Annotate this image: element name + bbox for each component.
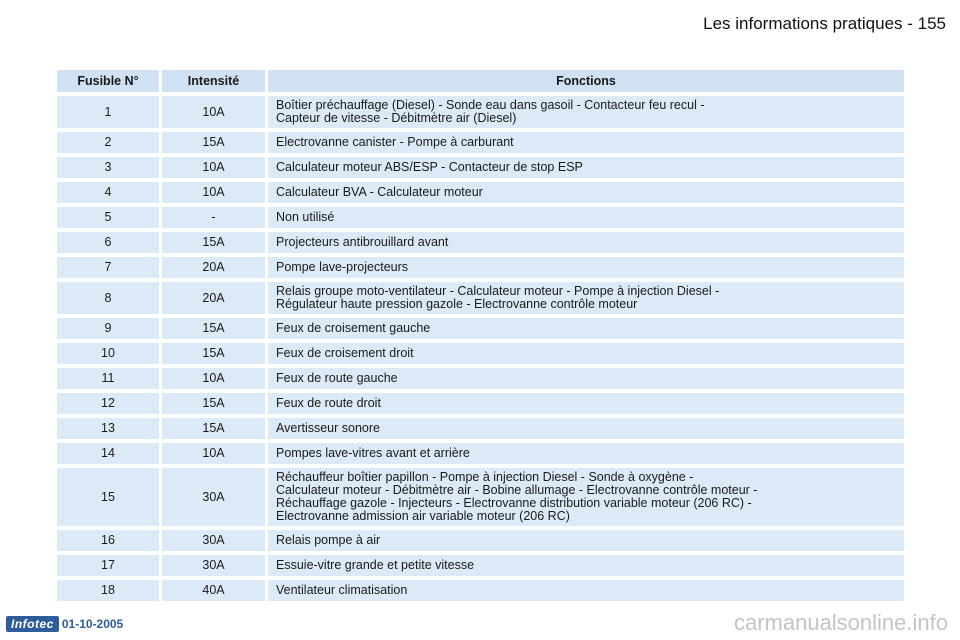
footer-badge: [6, 616, 123, 632]
function-cell: Feux de route gauche: [265, 368, 904, 389]
watermark: carmanualsonline.info: [733, 610, 948, 635]
amperage-cell: 15A: [159, 232, 265, 253]
table-row: [57, 343, 904, 364]
table-row: [57, 207, 904, 228]
function-cell: Ventilateur climatisation: [265, 580, 904, 601]
function-cell: Avertisseur sonore: [265, 418, 904, 439]
function-cell: Feux de croisement gauche: [265, 318, 904, 339]
function-cell: Non utilisé: [265, 207, 904, 228]
fuse-number-cell: 5: [57, 207, 159, 228]
fuse-number-cell: 15: [57, 468, 159, 526]
amperage-cell: 40A: [159, 580, 265, 601]
column-header-functions: Fonctions: [265, 70, 904, 92]
table-row: [57, 96, 904, 128]
table-row: [57, 132, 904, 153]
amperage-cell: 15A: [159, 132, 265, 153]
amperage-cell: 20A: [159, 282, 265, 314]
amperage-cell: 10A: [159, 443, 265, 464]
function-cell: Relais groupe moto-ventilateur - Calculateur moteur - Pompe à injection Diesel - Régulateur haute pression gazole - Electrovanne contrôle moteur: [265, 282, 904, 314]
amperage-cell: 15A: [159, 318, 265, 339]
table-row: [57, 418, 904, 439]
table-row: [57, 443, 904, 464]
fuse-number-cell: 17: [57, 555, 159, 576]
table-row: [57, 368, 904, 389]
fuse-number-cell: 11: [57, 368, 159, 389]
fuse-number-cell: 16: [57, 530, 159, 551]
function-cell: Feux de croisement droit: [265, 343, 904, 364]
function-cell: Boîtier préchauffage (Diesel) - Sonde eau dans gasoil - Contacteur feu recul - Capteur de vitesse - Débitmètre air (Diesel): [265, 96, 904, 128]
column-header-fuse-number: Fusible N°: [57, 70, 159, 92]
function-cell: Calculateur moteur ABS/ESP - Contacteur de stop ESP: [265, 157, 904, 178]
amperage-cell: 30A: [159, 468, 265, 526]
fuse-number-cell: 1: [57, 96, 159, 128]
fuse-number-cell: 7: [57, 257, 159, 278]
table-row: [57, 282, 904, 314]
amperage-cell: 15A: [159, 343, 265, 364]
fuse-number-cell: 12: [57, 393, 159, 414]
amperage-cell: 20A: [159, 257, 265, 278]
function-cell: Feux de route droit: [265, 393, 904, 414]
table-row: [57, 555, 904, 576]
amperage-cell: 10A: [159, 157, 265, 178]
table-header-row: [57, 70, 904, 92]
fuse-number-cell: 2: [57, 132, 159, 153]
table-row: [57, 257, 904, 278]
amperage-cell: 10A: [159, 96, 265, 128]
amperage-cell: 15A: [159, 418, 265, 439]
footer-date: 01-10-2005: [61, 617, 124, 631]
fuse-number-cell: 9: [57, 318, 159, 339]
fuse-number-cell: 6: [57, 232, 159, 253]
function-cell: Essuie-vitre grande et petite vitesse: [265, 555, 904, 576]
function-cell: Projecteurs antibrouillard avant: [265, 232, 904, 253]
function-cell: Electrovanne canister - Pompe à carburant: [265, 132, 904, 153]
fuse-number-cell: 13: [57, 418, 159, 439]
table-row: [57, 318, 904, 339]
fuse-number-cell: 14: [57, 443, 159, 464]
function-cell: Calculateur BVA - Calculateur moteur: [265, 182, 904, 203]
amperage-cell: 30A: [159, 555, 265, 576]
infotec-logo: Infotec: [6, 616, 59, 632]
fuse-table-body: [57, 96, 904, 601]
fuse-number-cell: 8: [57, 282, 159, 314]
fuse-number-cell: 18: [57, 580, 159, 601]
amperage-cell: 10A: [159, 368, 265, 389]
function-cell: Réchauffeur boîtier papillon - Pompe à injection Diesel - Sonde à oxygène - Calculateur moteur - Débitmètre air - Bobine allumage - Electrovanne contrôle moteur - Réchauffage gazole - Injecteurs - Electrovanne distribution variable moteur (206 RC) - Electrovanne admission air variable moteur (206 RC): [265, 468, 904, 526]
fuse-table: [57, 66, 904, 605]
table-row: [57, 393, 904, 414]
fuse-number-cell: 3: [57, 157, 159, 178]
table-row: [57, 157, 904, 178]
page-title: Les informations pratiques - 155: [703, 14, 946, 33]
table-row: [57, 468, 904, 526]
fuse-number-cell: 10: [57, 343, 159, 364]
function-cell: Relais pompe à air: [265, 530, 904, 551]
table-row: [57, 580, 904, 601]
column-header-amperage: Intensité: [159, 70, 265, 92]
amperage-cell: -: [159, 207, 265, 228]
table-row: [57, 530, 904, 551]
function-cell: Pompe lave-projecteurs: [265, 257, 904, 278]
amperage-cell: 15A: [159, 393, 265, 414]
amperage-cell: 30A: [159, 530, 265, 551]
table-row: [57, 232, 904, 253]
table-row: [57, 182, 904, 203]
function-cell: Pompes lave-vitres avant et arrière: [265, 443, 904, 464]
amperage-cell: 10A: [159, 182, 265, 203]
fuse-number-cell: 4: [57, 182, 159, 203]
